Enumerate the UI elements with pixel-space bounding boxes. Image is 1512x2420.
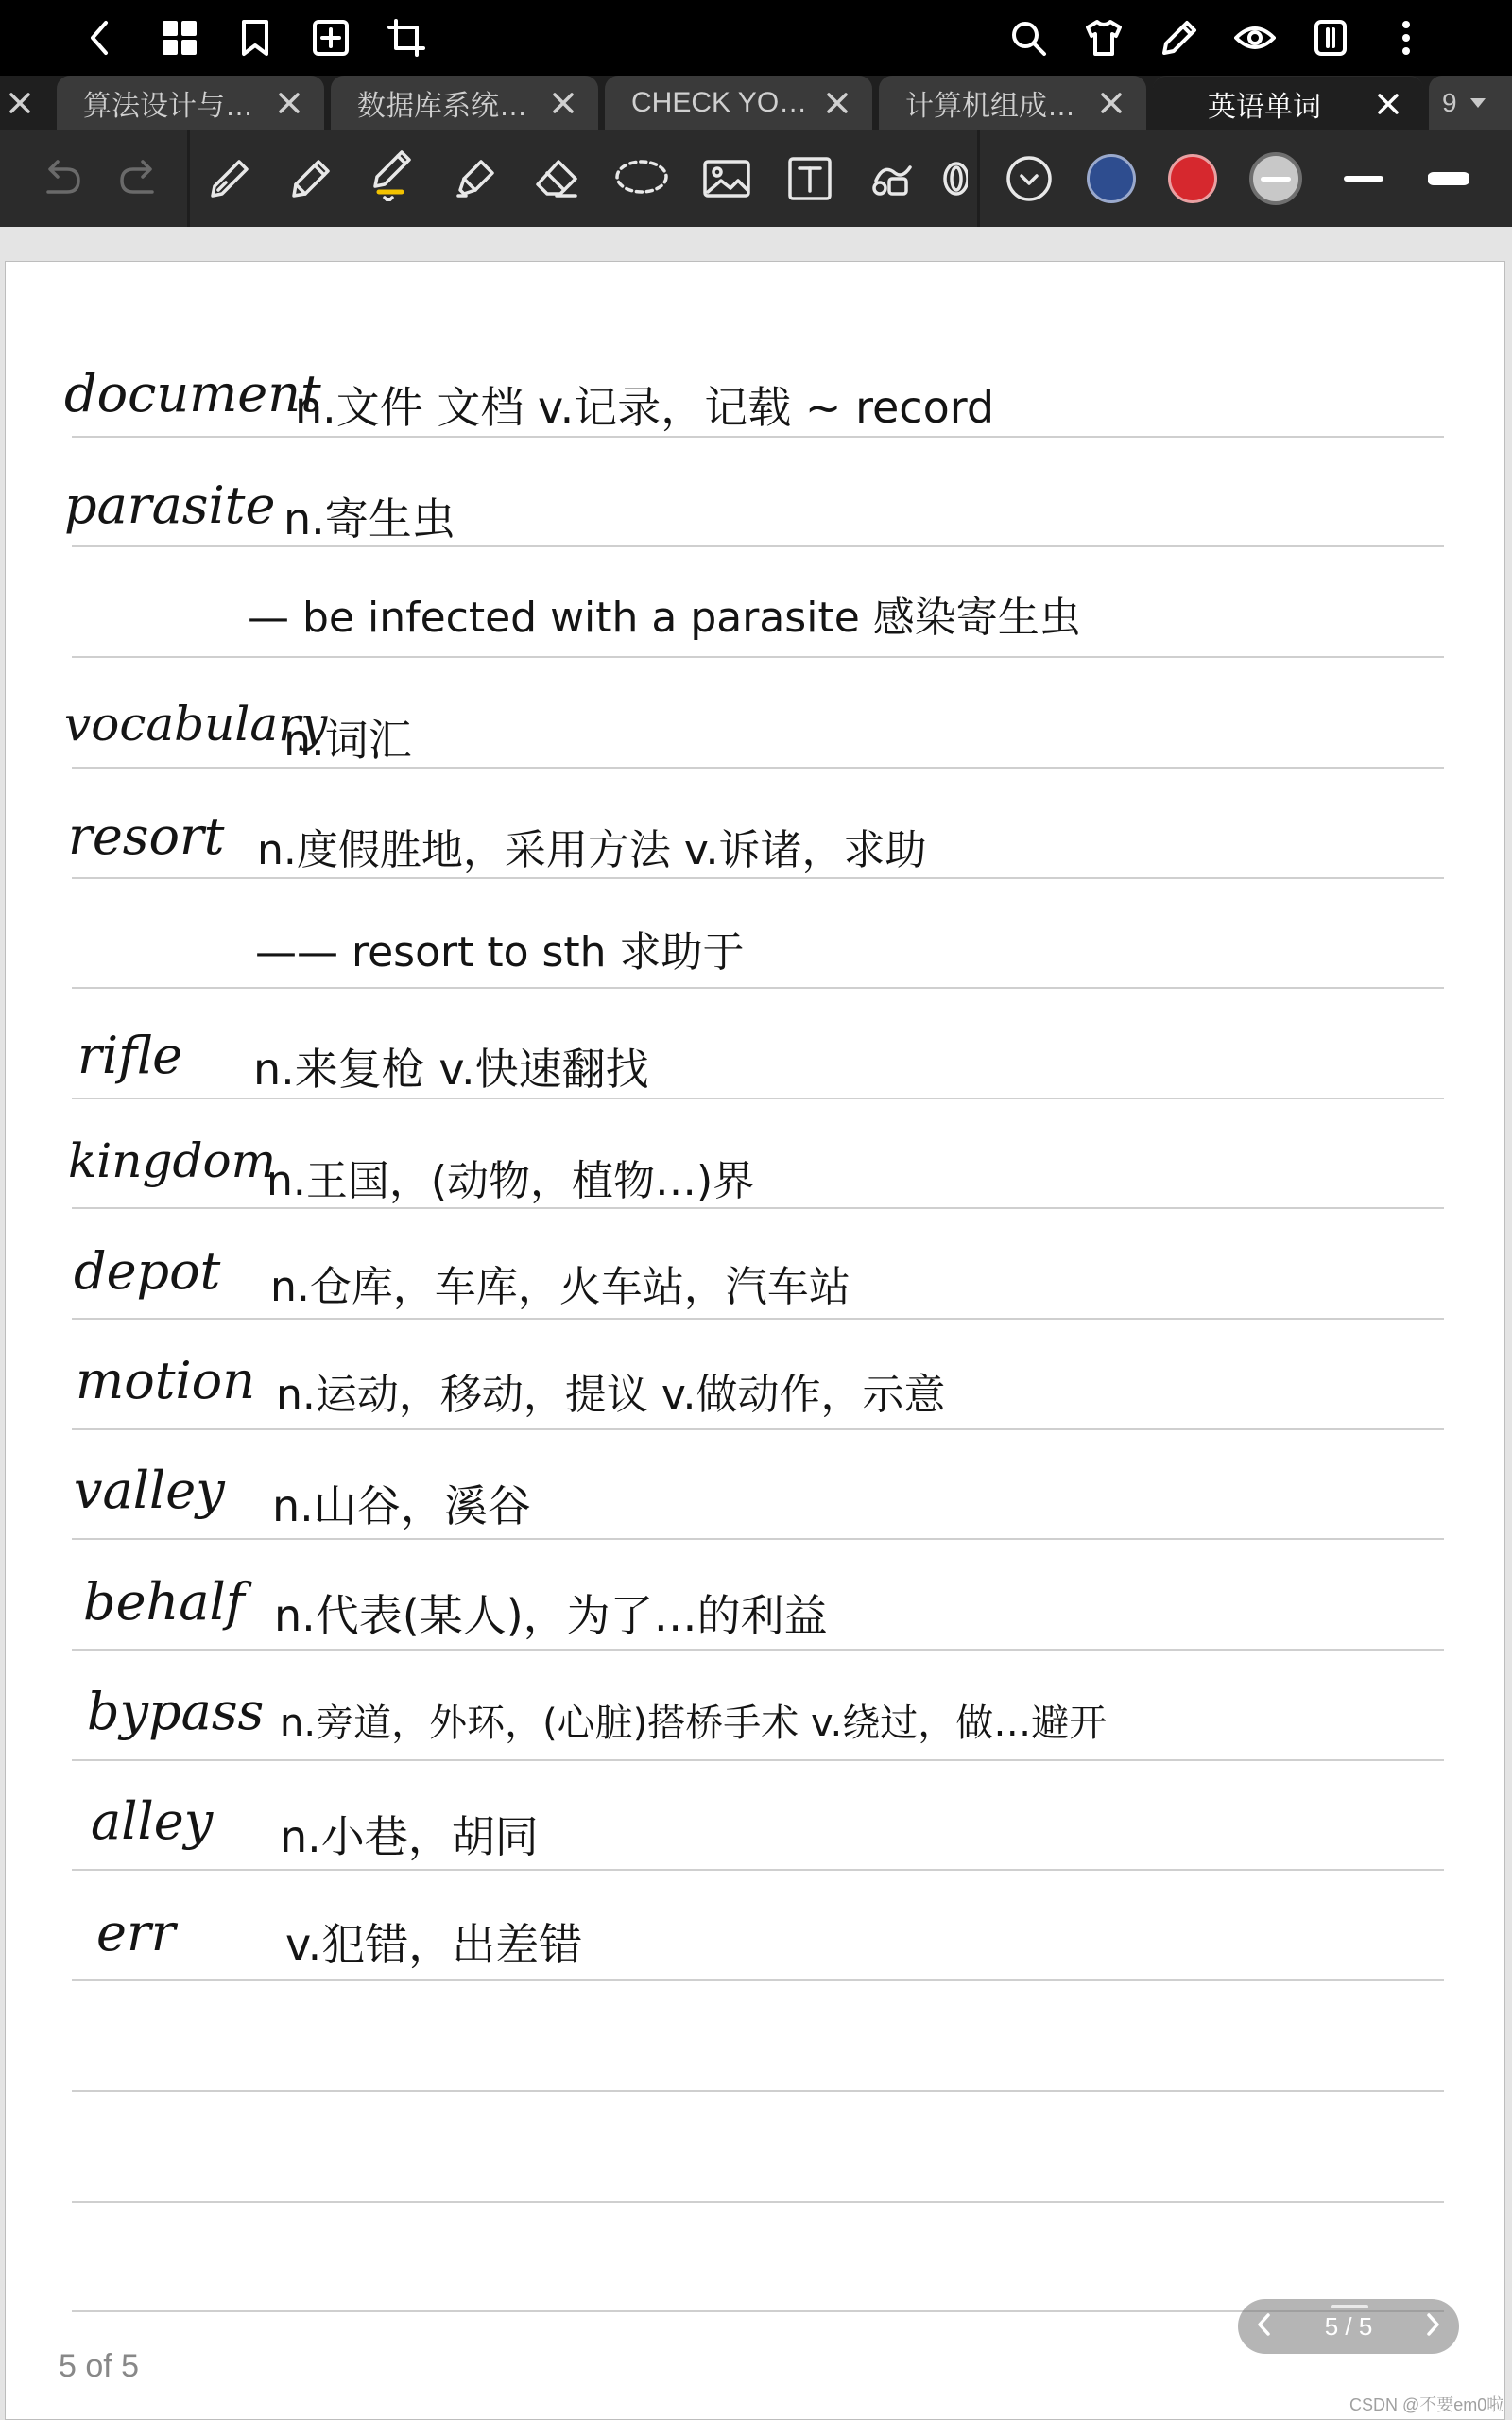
add-page-icon[interactable] xyxy=(306,13,355,62)
previous-page-icon[interactable] xyxy=(1255,2311,1274,2342)
vocab-word: motion xyxy=(76,1351,255,1410)
ruled-line xyxy=(72,1869,1444,1871)
vocab-definition: n.山谷，溪谷 xyxy=(272,1480,531,1531)
note-page[interactable] xyxy=(5,261,1505,2420)
vocab-word: valley xyxy=(74,1461,225,1520)
ruled-line xyxy=(72,1428,1444,1430)
crop-icon[interactable] xyxy=(382,13,431,62)
pager-number: 5 / 5 xyxy=(1324,2311,1373,2341)
vocab-definition: n.度假胜地，采用方法 v.诉诸，求助 xyxy=(257,826,927,874)
close-tab-icon[interactable] xyxy=(2,85,38,121)
vocab-word: rifle xyxy=(77,1026,183,1085)
ruled-line xyxy=(72,987,1444,989)
search-icon[interactable] xyxy=(1004,13,1053,62)
eraser-icon[interactable] xyxy=(527,149,586,208)
ruled-line xyxy=(72,1318,1444,1320)
vocab-definition: n.词汇 xyxy=(284,715,412,766)
shape-icon[interactable] xyxy=(864,149,922,208)
drag-handle[interactable] xyxy=(1331,2305,1368,2308)
stroke-width-selected[interactable] xyxy=(1249,152,1302,205)
stroke-width-medium-icon[interactable] xyxy=(1334,149,1393,208)
vocab-definition: n.寄生虫 xyxy=(284,493,455,544)
stroke-width-thick-icon[interactable] xyxy=(1419,149,1478,208)
tab-label: 算法设计与… xyxy=(83,91,253,122)
undo-icon[interactable] xyxy=(32,149,91,208)
text-box-icon[interactable] xyxy=(781,149,839,208)
layout-icon[interactable] xyxy=(1306,13,1355,62)
highlighter-icon[interactable] xyxy=(446,149,505,208)
vocab-definition: n.代表(某人)，为了…的利益 xyxy=(274,1590,828,1641)
tab-english-words[interactable] xyxy=(1153,76,1423,130)
vocab-definition: n.仓库，车库，火车站，汽车站 xyxy=(270,1263,850,1311)
color-picker-dropdown-icon[interactable] xyxy=(1000,149,1058,208)
vocab-example: —— resort to sth 求助于 xyxy=(255,928,745,977)
theme-shirt-icon[interactable] xyxy=(1079,13,1128,62)
ruled-line xyxy=(72,2310,1444,2312)
image-icon[interactable] xyxy=(697,149,756,208)
close-tab-icon[interactable] xyxy=(545,85,581,121)
vocab-word: resort xyxy=(68,806,225,866)
tab-count: 9 xyxy=(1442,88,1457,117)
ruled-line xyxy=(72,1538,1444,1540)
page-indicator: 5 of 5 xyxy=(59,2348,140,2384)
vocab-definition: n.小巷，胡同 xyxy=(280,1811,539,1862)
vocab-word: err xyxy=(96,1903,176,1962)
tab-algorithm[interactable] xyxy=(57,76,324,130)
toolbar-divider xyxy=(187,130,190,227)
vocab-word: parasite xyxy=(64,475,276,535)
stroke-width-line-icon xyxy=(1261,177,1291,182)
chevron-down-icon xyxy=(1470,98,1486,108)
pen-mode-icon[interactable] xyxy=(1155,13,1204,62)
vocab-example: — be infected with a parasite 感染寄生虫 xyxy=(248,594,1081,642)
vocab-definition: n.运动，移动，提议 v.做动作，示意 xyxy=(276,1371,946,1419)
ruled-line xyxy=(72,1207,1444,1209)
close-tab-icon[interactable] xyxy=(819,85,855,121)
watermark: CSDN @不要em0啦 xyxy=(1349,2395,1504,2414)
ruled-line xyxy=(72,2201,1444,2203)
close-tab-icon[interactable] xyxy=(1370,86,1406,122)
redo-icon[interactable] xyxy=(110,149,168,208)
more-tools-icon[interactable] xyxy=(936,149,973,208)
vocab-word: bypass xyxy=(87,1682,265,1741)
grid-icon[interactable] xyxy=(155,13,204,62)
vocab-definition: n.王国，(动物，植物…)界 xyxy=(266,1157,755,1205)
tab-overflow-button[interactable] xyxy=(1429,76,1512,130)
ruled-line xyxy=(72,436,1444,438)
ruled-line xyxy=(72,767,1444,769)
ballpoint-pen-icon[interactable] xyxy=(363,146,421,204)
ruled-line xyxy=(72,877,1444,879)
tab-database[interactable] xyxy=(331,76,598,130)
tab-check-your[interactable] xyxy=(605,76,872,130)
vocab-word: document xyxy=(64,364,321,424)
bookmark-icon[interactable] xyxy=(231,13,280,62)
ruled-line xyxy=(72,656,1444,658)
vocab-definition: n.旁道，外环，(心脏)搭桥手术 v.绕过，做…避开 xyxy=(280,1702,1108,1745)
ruled-line xyxy=(72,1098,1444,1099)
tab-label: 英语单词 xyxy=(1208,91,1321,123)
read-mode-eye-icon[interactable] xyxy=(1230,13,1280,62)
close-tab-icon[interactable] xyxy=(271,85,307,121)
tab-label: 数据库系统… xyxy=(357,91,527,122)
lasso-icon[interactable] xyxy=(612,149,671,208)
tab-computer-organization[interactable] xyxy=(879,76,1146,130)
vocab-definition: n.文件 文档 v.记录，记载 ~ record xyxy=(295,382,995,433)
ruled-line xyxy=(72,1649,1444,1651)
tab-label: 计算机组成… xyxy=(905,91,1075,122)
toolbar-divider xyxy=(977,130,980,227)
more-menu-icon[interactable] xyxy=(1382,13,1431,62)
fountain-pen-icon[interactable] xyxy=(200,149,259,208)
ruled-line xyxy=(72,1759,1444,1761)
vocab-word: kingdom xyxy=(68,1133,277,1188)
vocab-definition: n.来复枪 v.快速翻找 xyxy=(253,1044,649,1095)
vocab-word: behalf xyxy=(83,1572,245,1632)
next-page-icon[interactable] xyxy=(1423,2311,1442,2342)
color-swatch-red[interactable] xyxy=(1168,154,1217,203)
vocab-definition: v.犯错，出差错 xyxy=(285,1919,583,1970)
tab-label: CHECK YO… xyxy=(631,87,808,118)
top-bar xyxy=(0,0,1512,76)
ruled-line xyxy=(72,2090,1444,2092)
vocab-word: vocabulary xyxy=(64,697,328,752)
close-tab-icon[interactable] xyxy=(1093,85,1129,121)
ruled-line xyxy=(72,545,1444,547)
vocab-word: depot xyxy=(74,1241,221,1301)
color-swatch-blue[interactable] xyxy=(1087,154,1136,203)
pencil-icon[interactable] xyxy=(282,149,340,208)
ruled-line xyxy=(72,1979,1444,1981)
back-icon[interactable] xyxy=(76,13,125,62)
vocab-word: alley xyxy=(91,1791,214,1851)
